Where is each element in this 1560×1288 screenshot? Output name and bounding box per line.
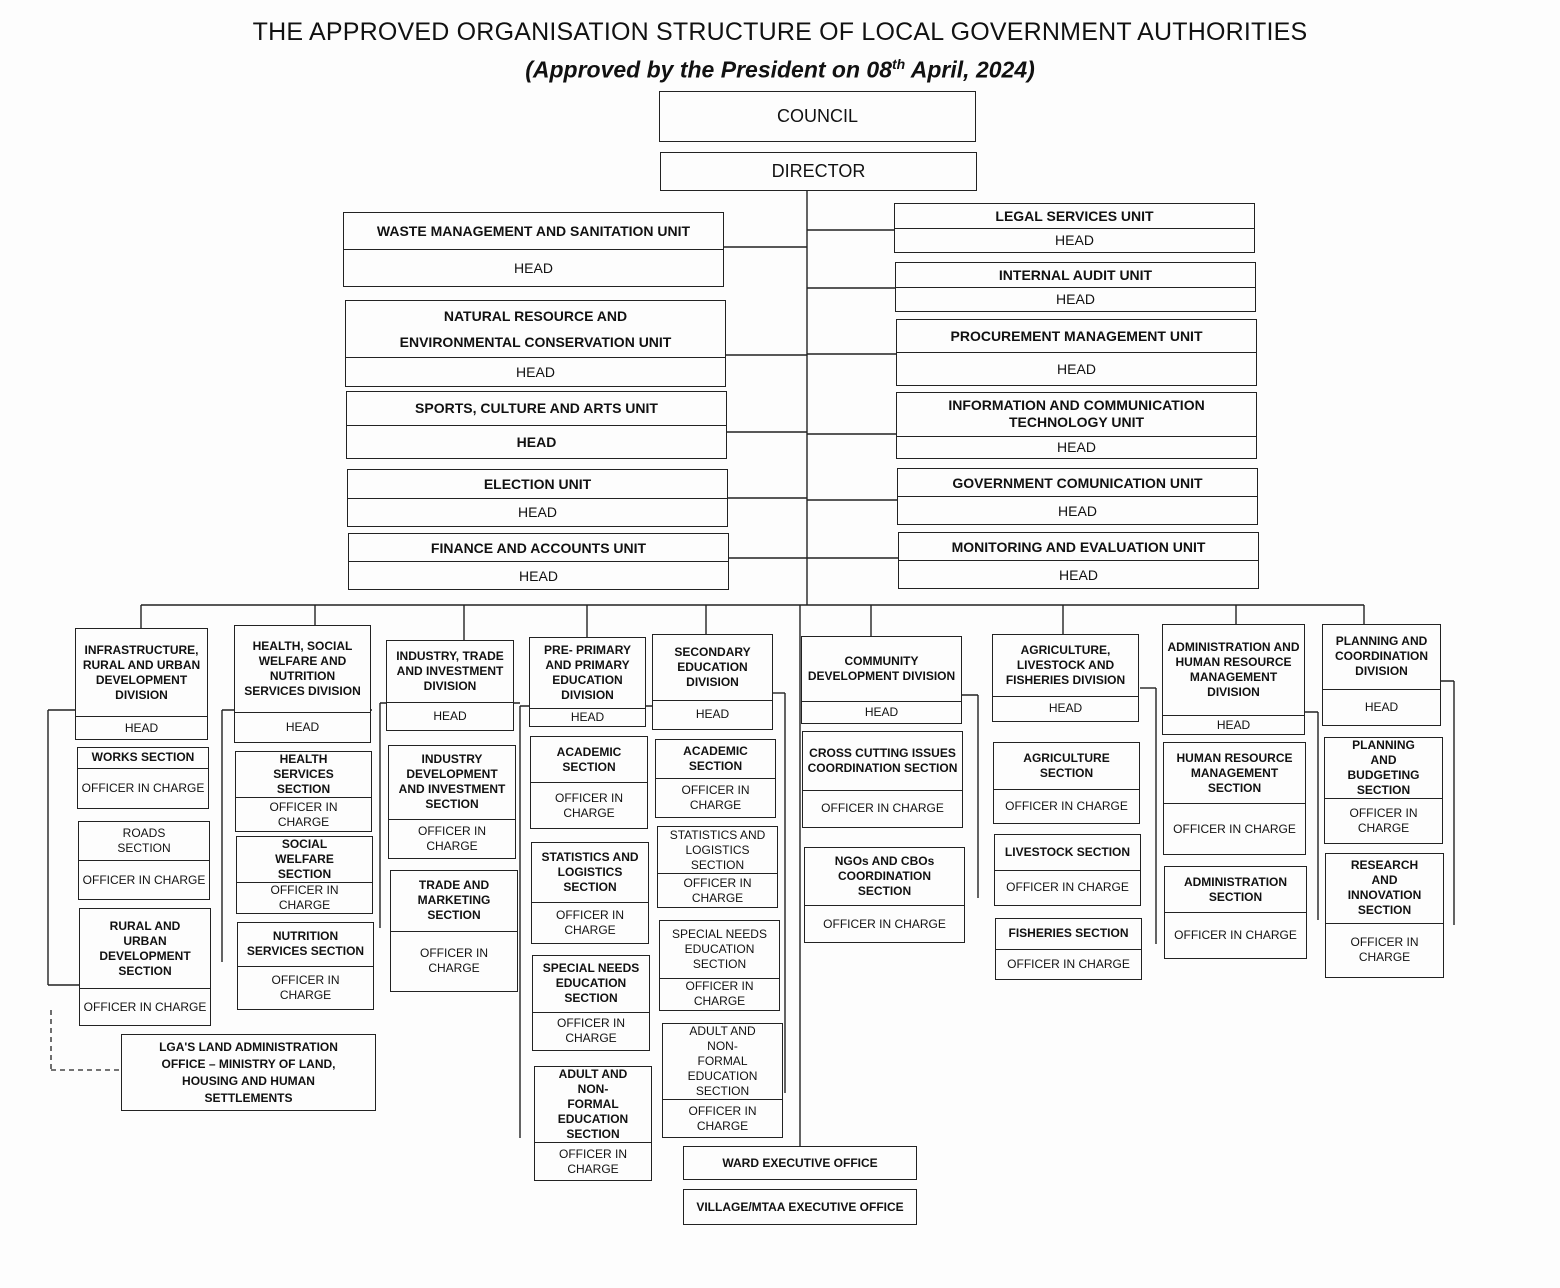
section-nutrition-services bbox=[237, 922, 374, 1010]
council-box bbox=[659, 91, 976, 142]
village-executive-office bbox=[683, 1189, 917, 1225]
section-officer: OFFICER IN CHARGE bbox=[996, 949, 1141, 980]
unit-ict bbox=[896, 392, 1257, 459]
unit-natural-resource bbox=[345, 300, 726, 387]
division-head: HEAD bbox=[387, 702, 513, 730]
section-administration bbox=[1164, 866, 1307, 959]
section-name: RURAL AND URBAN DEVELOPMENT SECTION bbox=[99, 918, 191, 978]
section-name: TRADE AND MARKETING SECTION bbox=[417, 878, 491, 923]
section-research-innovation bbox=[1325, 853, 1444, 978]
section-special-needs-secondary bbox=[659, 920, 780, 1011]
division-planning-coordination bbox=[1322, 624, 1441, 726]
division-head: HEAD bbox=[802, 701, 961, 723]
division-agriculture bbox=[992, 634, 1139, 722]
section-officer: OFFICER IN CHARGE bbox=[660, 978, 779, 1010]
section-officer: OFFICER IN CHARGE bbox=[391, 931, 517, 992]
section-name: ADULT AND NON-FORMAL EDUCATION SECTION bbox=[557, 1067, 629, 1141]
section-officer: OFFICER IN CHARGE bbox=[80, 988, 210, 1025]
unit-internal-audit bbox=[895, 262, 1256, 312]
section-officer: OFFICER IN CHARGE bbox=[532, 902, 648, 943]
section-trade-marketing bbox=[390, 870, 518, 992]
section-officer: OFFICER IN CHARGE bbox=[533, 1012, 649, 1050]
section-name: LIVESTOCK SECTION bbox=[1004, 844, 1131, 859]
division-name: HEALTH, SOCIAL WELFARE AND NUTRITION SERVICES DIVISION bbox=[244, 639, 361, 699]
unit-name: WASTE MANAGEMENT AND SANITATION UNIT bbox=[376, 223, 691, 239]
lga-land-administration-office bbox=[121, 1034, 376, 1111]
unit-procurement bbox=[896, 319, 1257, 386]
unit-name: INFORMATION AND COMMUNICATION TECHNOLOGY UNIT bbox=[948, 397, 1205, 431]
section-name: STATISTICS AND LOGISTICS SECTION bbox=[669, 827, 766, 872]
unit-head: HEAD bbox=[344, 249, 723, 286]
unit-name: MONITORING AND EVALUATION UNIT bbox=[951, 538, 1206, 555]
unit-finance-accounts bbox=[348, 533, 729, 590]
section-livestock bbox=[994, 834, 1141, 906]
section-adult-education-primary bbox=[534, 1066, 652, 1181]
section-officer: OFFICER IN CHARGE bbox=[805, 905, 964, 942]
section-ngos-cbos bbox=[804, 847, 965, 943]
section-name: ACADEMIC SECTION bbox=[683, 744, 748, 773]
division-infrastructure bbox=[75, 628, 208, 740]
section-fisheries bbox=[995, 918, 1142, 980]
division-name: COMMUNITY DEVELOPMENT DIVISION bbox=[807, 653, 956, 683]
village-office-label: VILLAGE/MTAA EXECUTIVE OFFICE bbox=[696, 1200, 904, 1214]
section-name: ROADS SECTION bbox=[117, 826, 171, 855]
section-name: ACADEMIC SECTION bbox=[556, 744, 622, 774]
section-name: WORKS SECTION bbox=[91, 750, 195, 765]
division-pre-primary-primary bbox=[529, 637, 646, 727]
section-name: FISHERIES SECTION bbox=[1008, 926, 1129, 941]
division-head: HEAD bbox=[653, 700, 772, 729]
division-name: PLANNING AND COORDINATION DIVISION bbox=[1334, 634, 1429, 679]
section-works bbox=[77, 747, 209, 809]
section-statistics-logistics-secondary bbox=[657, 826, 778, 908]
section-officer: OFFICER IN CHARGE bbox=[236, 797, 371, 831]
section-special-needs-primary bbox=[532, 955, 650, 1051]
section-planning-budgeting bbox=[1324, 737, 1443, 844]
section-officer: OFFICER IN CHARGE bbox=[995, 870, 1140, 906]
section-name: SPECIAL NEEDS EDUCATION SECTION bbox=[542, 961, 640, 1006]
division-head: HEAD bbox=[76, 716, 207, 739]
division-name: AGRICULTURE, LIVESTOCK AND FISHERIES DIVISION bbox=[1005, 642, 1126, 687]
council-label: COUNCIL bbox=[776, 106, 858, 126]
section-name: NGOs AND CBOs COORDINATION SECTION bbox=[834, 854, 935, 899]
section-name: NUTRITION SERVICES SECTION bbox=[246, 929, 365, 959]
division-name: ADMINISTRATION AND HUMAN RESOURCE MANAGEMENT DIVISION bbox=[1167, 640, 1300, 699]
section-officer: OFFICER IN CHARGE bbox=[531, 782, 647, 828]
section-officer: OFFICER IN CHARGE bbox=[656, 778, 775, 817]
section-industry-development bbox=[388, 745, 516, 859]
unit-head: HEAD bbox=[899, 560, 1258, 588]
section-officer: OFFICER IN CHARGE bbox=[994, 789, 1139, 823]
director-box bbox=[660, 152, 977, 191]
unit-waste-management bbox=[343, 212, 724, 287]
unit-government-communication bbox=[897, 468, 1258, 525]
unit-name: SPORTS, CULTURE AND ARTS UNIT bbox=[415, 400, 658, 417]
unit-name: NATURAL RESOURCE AND ENVIRONMENTAL CONSERVATION UNIT bbox=[399, 308, 672, 350]
unit-head: HEAD bbox=[896, 287, 1255, 312]
director-label: DIRECTOR bbox=[771, 161, 866, 181]
unit-name: PROCUREMENT MANAGEMENT UNIT bbox=[950, 328, 1203, 344]
section-name: HEALTH SERVICES SECTION bbox=[273, 752, 334, 796]
section-statistics-logistics-primary bbox=[531, 842, 649, 944]
division-secondary-education bbox=[652, 634, 773, 730]
section-name: SOCIAL WELFARE SECTION bbox=[275, 837, 334, 881]
section-cross-cutting-issues bbox=[802, 731, 963, 828]
section-officer: OFFICER IN CHARGE bbox=[1325, 798, 1442, 843]
unit-name: LEGAL SERVICES UNIT bbox=[995, 207, 1154, 224]
section-officer: OFFICER IN CHARGE bbox=[1326, 923, 1443, 977]
section-officer: OFFICER IN CHARGE bbox=[237, 882, 372, 913]
division-head: HEAD bbox=[1163, 715, 1304, 734]
section-officer: OFFICER IN CHARGE bbox=[78, 768, 208, 808]
section-social-welfare bbox=[236, 836, 373, 914]
section-name: ADULT AND NON-FORMAL EDUCATION SECTION bbox=[687, 1024, 758, 1098]
unit-name: FINANCE AND ACCOUNTS UNIT bbox=[430, 539, 647, 556]
unit-election bbox=[347, 469, 728, 527]
division-industry-trade bbox=[386, 640, 514, 731]
ward-office-label: WARD EXECUTIVE OFFICE bbox=[722, 1156, 878, 1170]
section-name: STATISTICS AND LOGISTICS SECTION bbox=[541, 850, 639, 895]
unit-monitoring-evaluation bbox=[898, 532, 1259, 589]
unit-head: HEAD bbox=[897, 436, 1256, 458]
division-head: HEAD bbox=[993, 696, 1138, 721]
section-name: AGRICULTURE SECTION bbox=[1023, 751, 1110, 781]
division-name: INFRASTRUCTURE, RURAL AND URBAN DEVELOPMENT DIVISION bbox=[82, 642, 201, 702]
section-human-resource-management bbox=[1163, 742, 1306, 855]
unit-head: HEAD bbox=[348, 498, 727, 527]
unit-head: HEAD bbox=[346, 357, 725, 386]
section-officer: OFFICER IN CHARGE bbox=[1165, 912, 1306, 958]
section-name: PLANNING AND BUDGETING SECTION bbox=[1347, 738, 1420, 797]
division-name: SECONDARY EDUCATION DIVISION bbox=[674, 644, 751, 689]
section-agriculture bbox=[993, 742, 1140, 824]
unit-head: HEAD bbox=[347, 425, 726, 459]
division-name: PRE- PRIMARY AND PRIMARY EDUCATION DIVISION bbox=[544, 642, 631, 702]
section-academic-secondary bbox=[655, 739, 776, 818]
unit-name: GOVERNMENT COMUNICATION UNIT bbox=[952, 474, 1203, 491]
unit-name: ELECTION UNIT bbox=[483, 475, 592, 492]
section-officer: OFFICER IN CHARGE bbox=[238, 966, 373, 1010]
section-name: ADMINISTRATION SECTION bbox=[1183, 874, 1288, 904]
ward-executive-office bbox=[683, 1146, 917, 1180]
section-officer: OFFICER IN CHARGE bbox=[535, 1142, 651, 1180]
section-name: CROSS CUTTING ISSUES COORDINATION SECTION bbox=[807, 745, 958, 775]
section-rural-urban-development bbox=[79, 908, 211, 1026]
unit-head: HEAD bbox=[895, 228, 1254, 253]
section-officer: OFFICER IN CHARGE bbox=[803, 790, 962, 827]
section-officer: OFFICER IN CHARGE bbox=[79, 860, 209, 899]
section-officer: OFFICER IN CHARGE bbox=[658, 873, 777, 907]
lga-office-label: LGA'S LAND ADMINISTRATION OFFICE – MINISTRY OF LAND, HOUSING AND HUMAN SETTLEMENTS bbox=[159, 1039, 338, 1105]
section-name: HUMAN RESOURCE MANAGEMENT SECTION bbox=[1176, 750, 1293, 795]
division-head: HEAD bbox=[235, 712, 370, 742]
chart-title: THE APPROVED ORGANISATION STRUCTURE OF LOCAL GOVERNMENT AUTHORITIES bbox=[252, 18, 1308, 46]
unit-sports-culture bbox=[346, 391, 727, 459]
unit-legal-services bbox=[894, 203, 1255, 253]
section-academic-primary bbox=[530, 736, 648, 829]
section-officer: OFFICER IN CHARGE bbox=[1164, 803, 1305, 854]
division-head: HEAD bbox=[1323, 689, 1440, 725]
division-head: HEAD bbox=[530, 708, 645, 726]
unit-head: HEAD bbox=[898, 496, 1257, 524]
division-administration-hr bbox=[1162, 624, 1305, 735]
section-officer: OFFICER IN CHARGE bbox=[389, 819, 515, 858]
section-health-services bbox=[235, 751, 372, 832]
section-name: INDUSTRY DEVELOPMENT AND INVESTMENT SECTION bbox=[398, 752, 506, 812]
section-name: SPECIAL NEEDS EDUCATION SECTION bbox=[672, 926, 767, 971]
division-community-development bbox=[801, 636, 962, 724]
chart-subtitle: (Approved by the President on 08th April, 2024) bbox=[525, 56, 1035, 83]
section-name: RESEARCH AND INNOVATION SECTION bbox=[1347, 858, 1422, 918]
section-adult-education-secondary bbox=[662, 1023, 783, 1138]
section-officer: OFFICER IN CHARGE bbox=[663, 1099, 782, 1137]
division-health-social-welfare bbox=[234, 625, 371, 743]
division-name: INDUSTRY, TRADE AND INVESTMENT DIVISION bbox=[396, 649, 504, 694]
unit-name: INTERNAL AUDIT UNIT bbox=[998, 266, 1153, 283]
section-roads bbox=[78, 821, 210, 900]
unit-head: HEAD bbox=[897, 352, 1256, 385]
unit-head: HEAD bbox=[349, 561, 728, 589]
